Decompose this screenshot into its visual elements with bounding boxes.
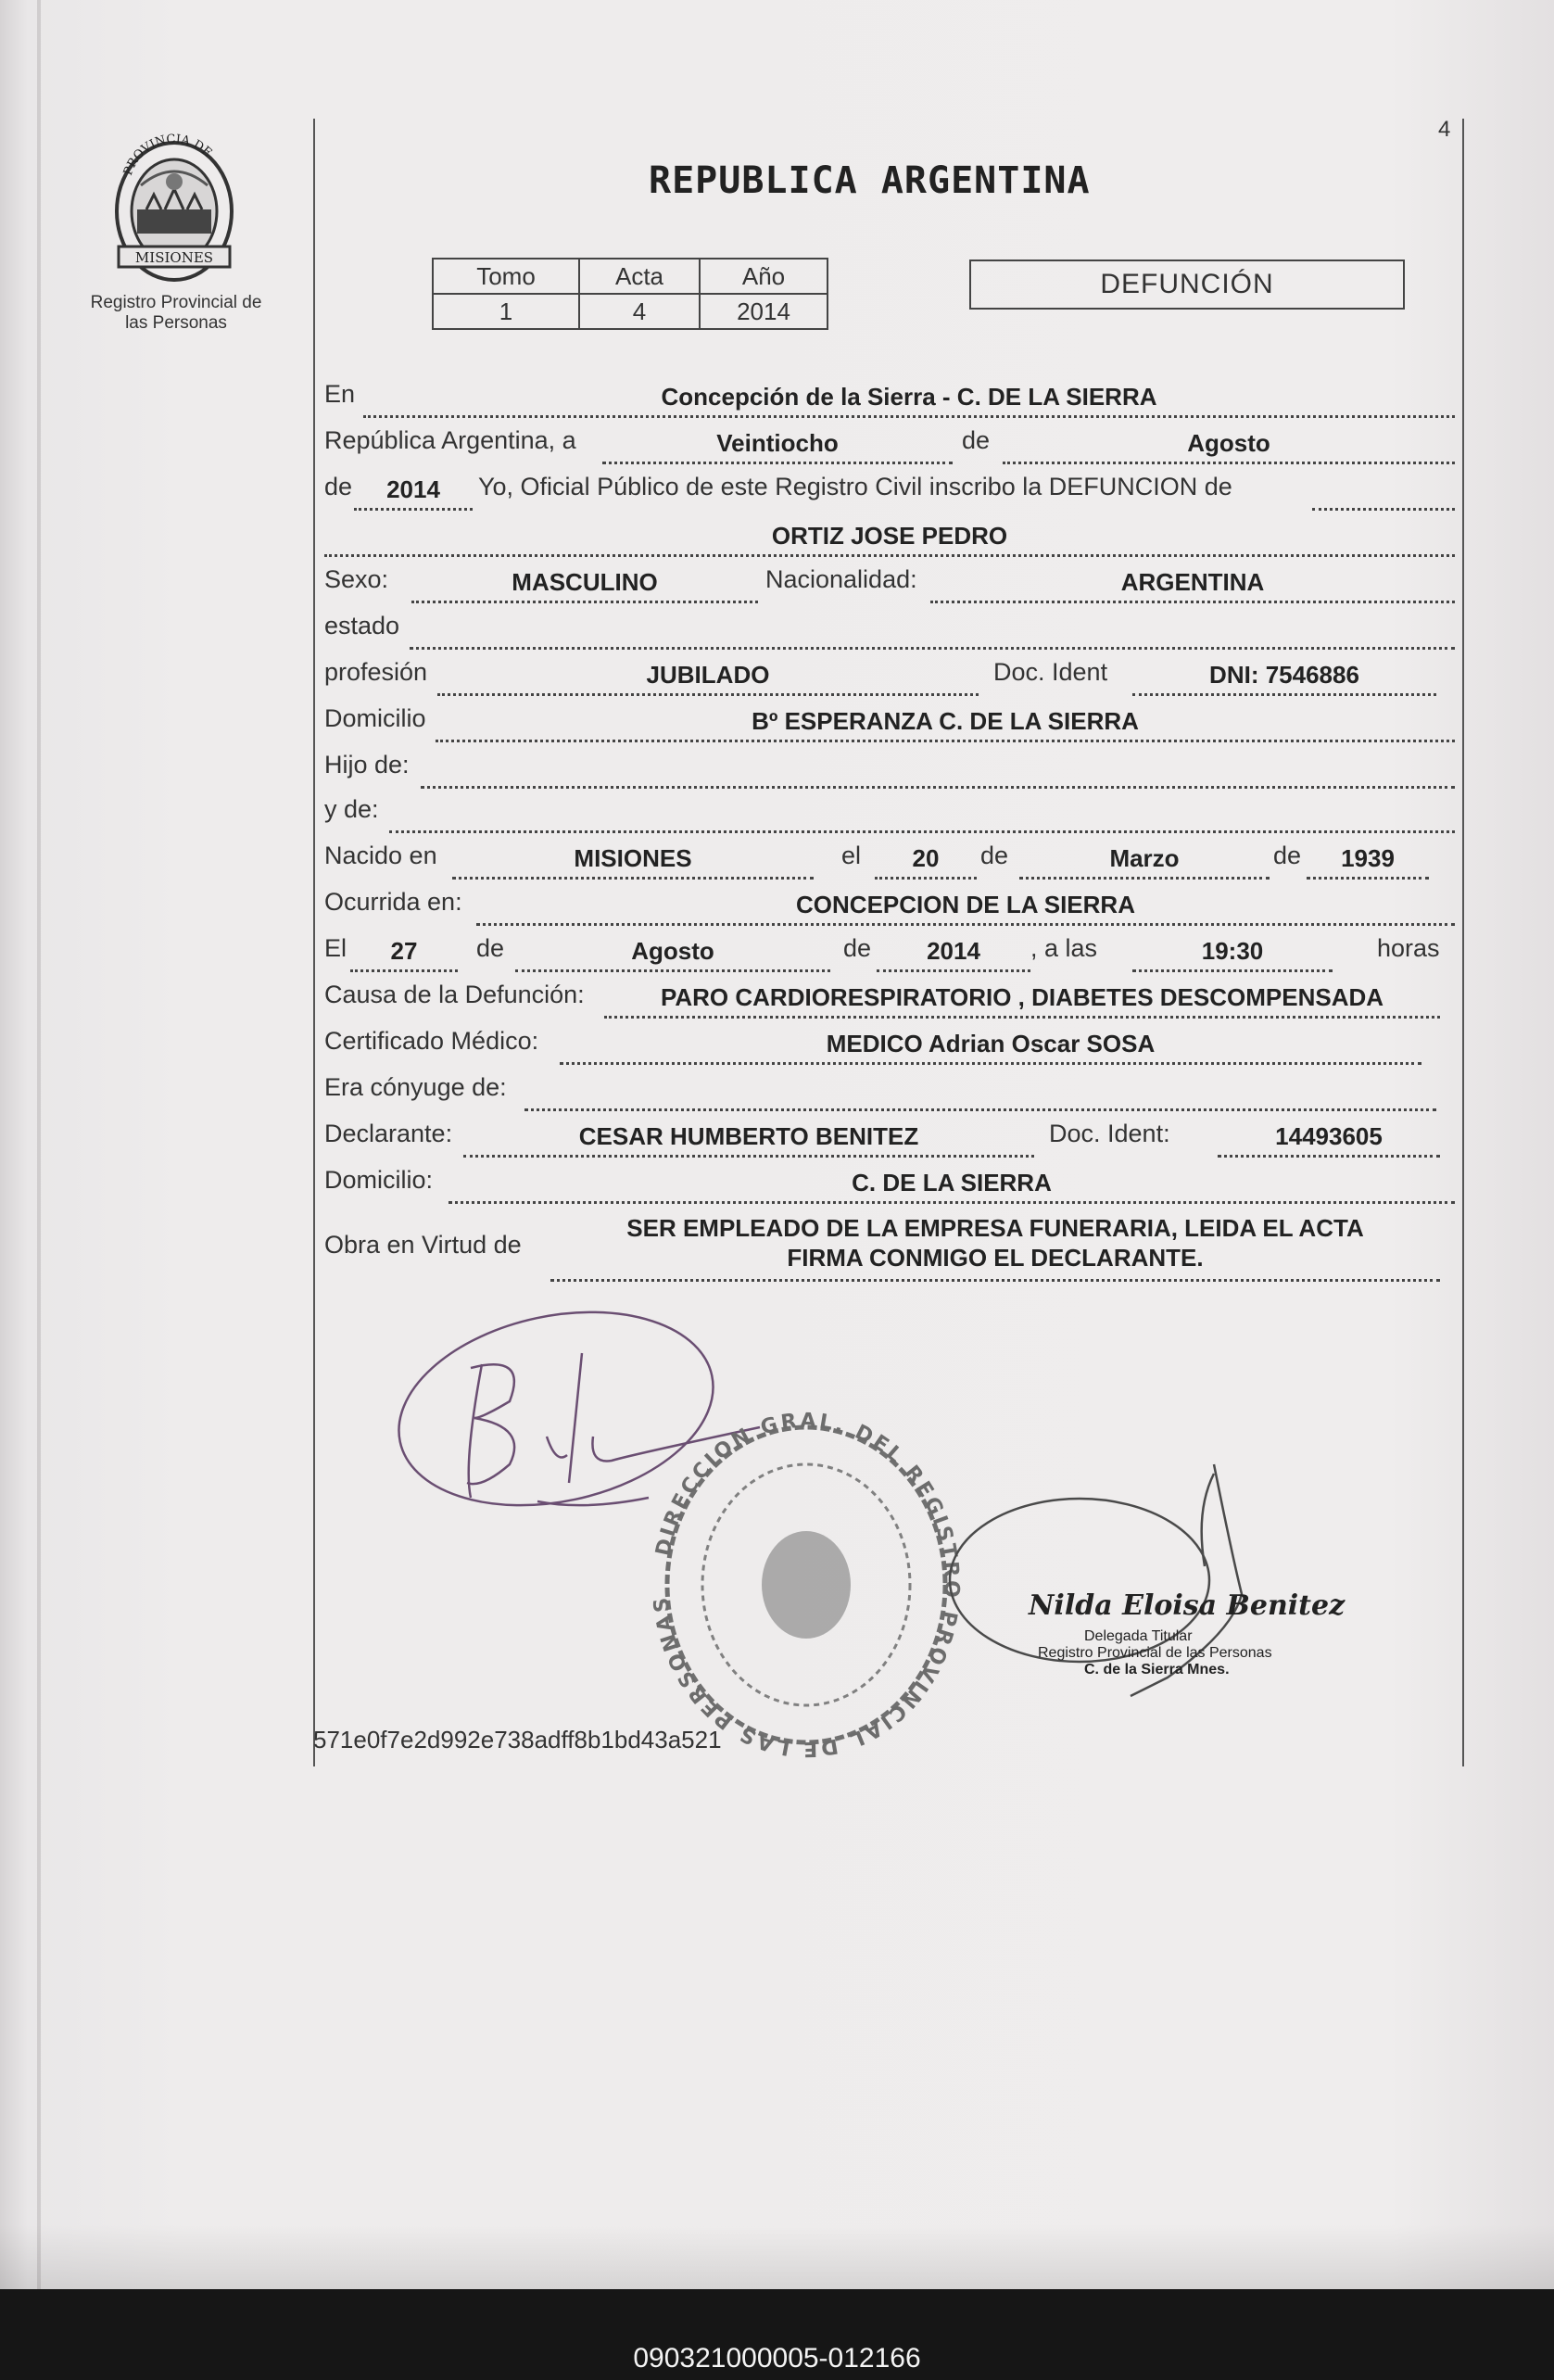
document-type-box: DEFUNCIÓN — [969, 260, 1405, 310]
nacido-place-value: MISIONES — [574, 844, 692, 872]
causa-value: PARO CARDIORESPIRATORIO , DIABETES DESCOMPENSADA — [660, 983, 1384, 1011]
nacido-de1-label: de — [980, 842, 1009, 869]
el-day-field — [350, 934, 458, 972]
el-time-value: 19:30 — [1201, 937, 1264, 965]
domicilio-label: Domicilio — [324, 704, 426, 732]
official-title-line1: Delegada Titular — [1084, 1628, 1193, 1644]
barcode-number: 090321000005-012166 — [633, 2343, 921, 2374]
conyuge-field — [524, 1073, 1436, 1111]
de-year-label: de — [324, 473, 353, 500]
org-name-line1: Registro Provincial de — [90, 293, 262, 312]
doc-ident-label: Doc. Ident — [993, 658, 1108, 686]
de-label: de — [962, 426, 991, 454]
declarante-label: Declarante: — [324, 1120, 453, 1147]
nacido-el-label: el — [841, 842, 862, 869]
domicilio-field — [436, 704, 1455, 742]
domicilio2-value: C. DE LA SIERRA — [852, 1169, 1052, 1196]
deceased-name-field — [324, 519, 1455, 557]
province-seal-logo — [109, 130, 239, 285]
el-month-field — [515, 934, 830, 972]
estado-label: estado — [324, 612, 400, 639]
el-de1-label: de — [476, 934, 505, 962]
republica-label: República Argentina, a — [324, 426, 576, 454]
sexo-field — [411, 565, 758, 603]
year-field — [354, 473, 473, 511]
signature-area — [371, 1279, 1427, 1761]
month-field — [1003, 426, 1455, 464]
tomo-value: 1 — [433, 294, 579, 329]
declarante-doc-field — [1218, 1120, 1440, 1158]
horas-label: horas — [1377, 934, 1440, 962]
estado-field — [410, 612, 1455, 650]
organization-name — [56, 293, 297, 334]
profesion-field — [437, 658, 979, 696]
anio-header: Año — [700, 259, 828, 294]
right-margin-rule — [1462, 119, 1464, 1766]
doc-ident-field — [1132, 658, 1436, 696]
stamp-text: DIRECCION GRAL. DEL REGISTRO PROVINCIAL DE LAS PERSONAS — [650, 1409, 964, 1761]
causa-field — [604, 981, 1440, 1019]
acta-header: Acta — [579, 259, 700, 294]
nacido-year-field — [1307, 842, 1429, 880]
record-number-table — [432, 258, 828, 330]
el-month-value: Agosto — [631, 937, 714, 965]
official-stamp — [650, 1410, 963, 1761]
hijo-field — [421, 751, 1455, 789]
page-edge — [37, 0, 41, 2289]
nacionalidad-label: Nacionalidad: — [765, 565, 917, 593]
org-name-line2: las Personas — [125, 313, 227, 333]
declarante-doc-value: 14493605 — [1275, 1122, 1383, 1150]
month-value: Agosto — [1187, 429, 1270, 457]
declarant-signature — [381, 1285, 760, 1532]
yde-field — [389, 795, 1455, 833]
el-label: El — [324, 934, 347, 962]
obra-label: Obra en Virtud de — [324, 1231, 522, 1259]
declarante-field — [463, 1120, 1034, 1158]
certificado-value: MEDICO Adrian Oscar SOSA — [826, 1030, 1156, 1057]
logo-text-bottom: MISIONES — [134, 249, 214, 266]
deceased-name-value: ORTIZ JOSE PEDRO — [771, 522, 1008, 550]
nacido-month-value: Marzo — [1109, 844, 1180, 872]
nacionalidad-value: ARGENTINA — [1120, 568, 1265, 596]
obra-field — [550, 1214, 1440, 1282]
official-name: Nilda Eloisa Benitez — [1029, 1589, 1346, 1622]
en-value: Concepción de la Sierra - C. DE LA SIERRA — [661, 383, 1157, 411]
nacido-de2-label: de — [1273, 842, 1302, 869]
profesion-label: profesión — [324, 658, 428, 686]
el-time-field — [1132, 934, 1333, 972]
yde-label: y de: — [324, 795, 379, 823]
doc-ident-value: DNI: 7546886 — [1209, 661, 1359, 689]
certificado-field — [560, 1027, 1421, 1065]
inscribo-text: Yo, Oficial Público de este Registro Civil inscribo la DEFUNCION de — [478, 473, 1232, 500]
obra-value-line1: SER EMPLEADO DE LA EMPRESA FUNERARIA, LEIDA EL ACTA — [626, 1214, 1364, 1242]
el-time-label: , a las — [1030, 934, 1098, 962]
tomo-header: Tomo — [433, 259, 579, 294]
day-field — [602, 426, 953, 464]
declarante-doc-label: Doc. Ident: — [1049, 1120, 1170, 1147]
nacido-day-field — [875, 842, 977, 880]
nacionalidad-field — [930, 565, 1455, 603]
nacido-year-value: 1939 — [1341, 844, 1395, 872]
defuncion-de-field — [1312, 473, 1455, 511]
nacido-day-value: 20 — [912, 844, 940, 872]
declarante-value: CESAR HUMBERTO BENITEZ — [578, 1122, 919, 1150]
domicilio-value: Bº ESPERANZA C. DE LA SIERRA — [752, 707, 1139, 735]
anio-value: 2014 — [700, 294, 828, 329]
nacido-month-field — [1019, 842, 1270, 880]
el-de2-label: de — [843, 934, 872, 962]
obra-value-line2: FIRMA CONMIGO EL DECLARANTE. — [787, 1244, 1204, 1272]
conyuge-label: Era cónyuge de: — [324, 1073, 507, 1101]
official-title-line3: C. de la Sierra Mnes. — [1084, 1662, 1230, 1677]
logo-text-top: PROVINCIA DE — [120, 132, 215, 178]
el-day-value: 27 — [390, 937, 418, 965]
acta-value: 4 — [579, 294, 700, 329]
left-margin-rule — [313, 119, 315, 1766]
year-value: 2014 — [386, 475, 440, 503]
en-field — [363, 380, 1455, 418]
hijo-label: Hijo de: — [324, 751, 410, 779]
sexo-label: Sexo: — [324, 565, 389, 593]
document-hash: 571e0f7e2d992e738adff8b1bd43a521 — [313, 1726, 722, 1753]
ocurrida-field — [476, 888, 1455, 926]
page-number: 4 — [1438, 117, 1451, 142]
ocurrida-label: Ocurrida en: — [324, 888, 462, 916]
sexo-value: MASCULINO — [512, 568, 658, 596]
el-year-field — [877, 934, 1030, 972]
domicilio2-label: Domicilio: — [324, 1166, 434, 1194]
el-year-value: 2014 — [927, 937, 980, 965]
page-shadow — [0, 2224, 1554, 2289]
country-title: REPUBLICA ARGENTINA — [649, 159, 1091, 202]
profesion-value: JUBILADO — [646, 661, 770, 689]
day-value: Veintiocho — [716, 429, 839, 457]
ocurrida-value: CONCEPCION DE LA SIERRA — [796, 891, 1135, 918]
en-label: En — [324, 380, 356, 408]
nacido-place-field — [452, 842, 814, 880]
causa-label: Causa de la Defunción: — [324, 981, 585, 1008]
official-title-line2: Registro Provincial de las Personas — [1038, 1645, 1272, 1661]
certificado-label: Certificado Médico: — [324, 1027, 539, 1055]
domicilio2-field — [449, 1166, 1455, 1204]
nacido-label: Nacido en — [324, 842, 437, 869]
